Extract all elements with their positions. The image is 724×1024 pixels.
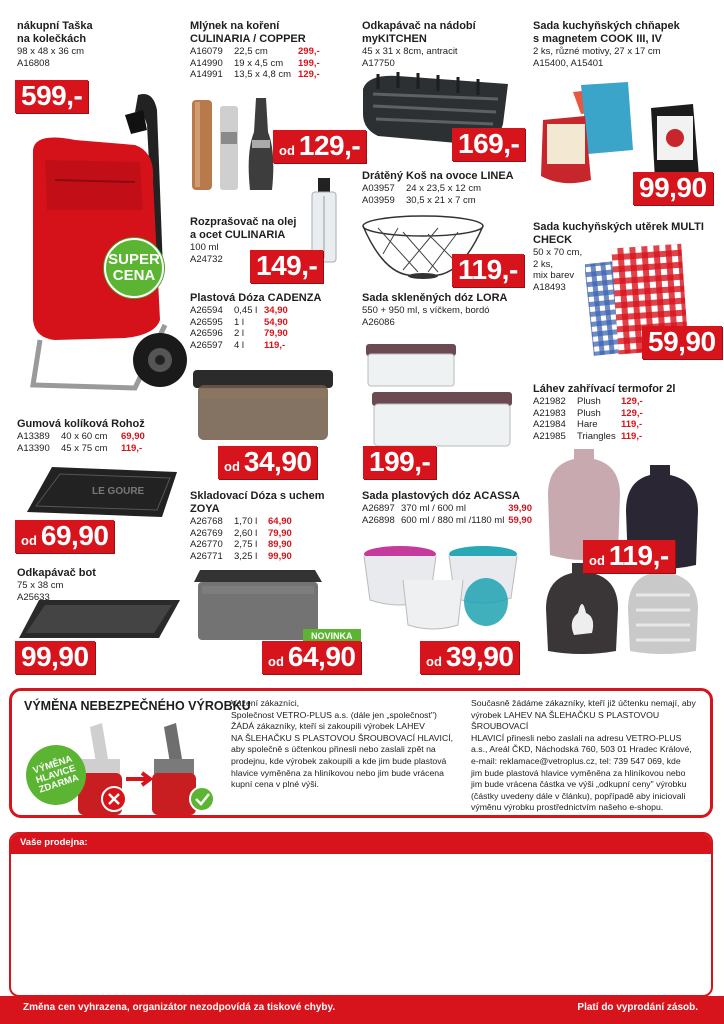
product-title: nákupní Taška na kolečkách <box>17 20 93 45</box>
product-cadenza: Plastová Dóza CADENZA A26594 0,45 l 34,90 A26595 1 l 54,90 A26596 2 l 79,90 A26597 4 l 119,- <box>190 292 322 351</box>
shopping-trolley-image <box>15 70 190 400</box>
footer <box>0 996 724 1024</box>
price-tag-fruitbasket: 119,- <box>452 254 524 287</box>
product-grinder: Mlýnek na koření CULINARIA / COPPER A16079 22,5 cm 299,- A14990 19 x 4,5 cm 199,- A14991 13,5 x 4,8 cm 129,- <box>190 20 320 80</box>
price-tag-grinder: od 129,- <box>273 130 366 163</box>
product-title: Gumová kolíková Rohož <box>17 418 145 430</box>
notice-text-left: Vážení zákazníci, Společnost VETRO-PLUS a.s. (dále jen „společnost") ŽÁDÁ zákazníky, kteří si zakoupili výrobek LAHEV NA ŠLEHAČKU S PLASTOVOU ŠROUBOVACÍ HLAVICÍ, aby společně s účtenkou přinesli nebo zaslali zpět na prodejnu, kde výrobek zakoupili a kde jim bude plastová hlavice vyměněna za hliníkovou nebo jim bude vrácena kupní cena v plné výši. <box>231 698 454 790</box>
price-tag-sprayer: 149,- <box>250 250 323 283</box>
product-lora: Sada skleněných dóz LORA 550 + 950 ml, s víčkem, bordó A26086 <box>362 292 508 328</box>
price-tag-mat: od 69,90 <box>15 520 114 553</box>
price-tag-bag: 599,- <box>15 80 88 113</box>
notice-text-right: Současně žádáme zákazníky, kteří již účtenku nemají, aby výrobek LAHEV NA ŠLEHAČKU S PLASTOVOU ŠROUBOVACÍ HLAVICÍ přinesli nebo zaslali na adresu VETRO-PLUS a.s., Areál ČKD, Náchodská 760, 503 01 Hradec Králové, e-mail: reklamace@vetroplus.cz, tel: 739 547 069, kde jim bude plastová hlavice vyměněna za hliníkovou nebo jim bude vrácena částka ve výši „odkupní ceny" výrobku (částky uvedeny dále v článku), popřípadě aby iniciovali výměnu výrobku prostřednictvím našeho e-shopu. <box>471 698 696 813</box>
super-price-badge: SUPER CENA <box>104 238 164 298</box>
store-stamp-box <box>9 832 713 997</box>
product-title: Odkapávač bot <box>17 567 96 579</box>
boot-tray-image <box>17 598 182 643</box>
glass-containers-image <box>360 340 525 450</box>
product-mat: Gumová kolíková Rohož A13389 40 x 60 cm 69,90 A13390 45 x 75 cm 119,- <box>17 418 182 454</box>
price-tag-towels: 59,90 <box>642 326 722 359</box>
product-potholders: Sada kuchyňských chňapek s magnetem COOK III, IV 2 ks, různé motivy, 27 x 17 cm A15400, A15401 <box>533 20 680 69</box>
product-acassa: Sada plastových dóz ACASSA A26897 370 ml / 600 ml 39,90 A26898 600 ml / 880 ml /1180 ml 59,90 <box>362 490 532 526</box>
product-zoya: Skladovací Dóza s uchem ZOYA A26768 1,70 l 64,90 A26769 2,60 l 79,90 A26770 2,75 l 89,90 A26771 3,25 l 99,90 <box>190 490 325 562</box>
product-hotwater: Láhev zahřívací termofor 2l A21982 Plush 129,- A21983 Plush 129,- A21984 Hare 119,- A21985 Triangles 119,- <box>533 383 676 442</box>
product-bag <box>17 20 177 69</box>
notice-title: VÝMĚNA NEBEZPEČNÉHO VÝROBKU <box>24 699 251 713</box>
product-fruitbasket: Drátěný Koš na ovoce LINEA A03957 24 x 23,5 x 12 cm A03959 30,5 x 21 x 7 cm <box>362 170 514 206</box>
product-towels: Sada kuchyňských utěrek MULTI CHECK 50 x 70 cm, 2 ks, mix barev A18493 <box>533 221 704 293</box>
cadenza-container-image <box>188 365 338 445</box>
price-tag-cadenza: od 34,90 <box>218 446 317 479</box>
svg-text:LE GOURE: LE GOURE <box>92 486 145 497</box>
price-tag-lora: 199,- <box>363 446 436 479</box>
price-tag-potholders: 99,90 <box>633 172 713 205</box>
price-tag-acassa: od 39,90 <box>420 641 519 674</box>
price-tag-zoya: od 64,90 <box>262 641 361 674</box>
product-sprayer: Rozprašovač na olej a ocet CULINARIA 100 ml A24732 <box>190 216 297 265</box>
product-tray: Odkapávač bot 75 x 38 cm A25633 <box>17 567 177 603</box>
price-tag-tray: 99,90 <box>15 641 95 674</box>
footer-disclaimer: Změna cen vyhrazena, organizátor nezodpovídá za tiskové chyby. <box>23 1002 336 1013</box>
plastic-containers-image <box>358 540 523 635</box>
free-replacement-badge: VÝMĚNA HLAVICE ZDARMA <box>18 737 94 813</box>
footer-validity: Platí do vyprodání zásob. <box>577 1002 698 1013</box>
product-drainer: Odkapávač na nádobí myKITCHEN 45 x 31 x 8cm, antracit A17750 <box>362 20 476 69</box>
store-label: Vaše prodejna: <box>11 834 711 854</box>
price-tag-drainer: 169,- <box>452 128 525 161</box>
product-code: A16808 <box>17 57 50 69</box>
price-tag-hotwater: od 119,- <box>583 540 675 573</box>
product-recall-notice <box>9 688 713 818</box>
new-badge: NOVINKA <box>303 629 361 643</box>
product-dims: 98 x 48 x 36 cm <box>17 46 85 57</box>
